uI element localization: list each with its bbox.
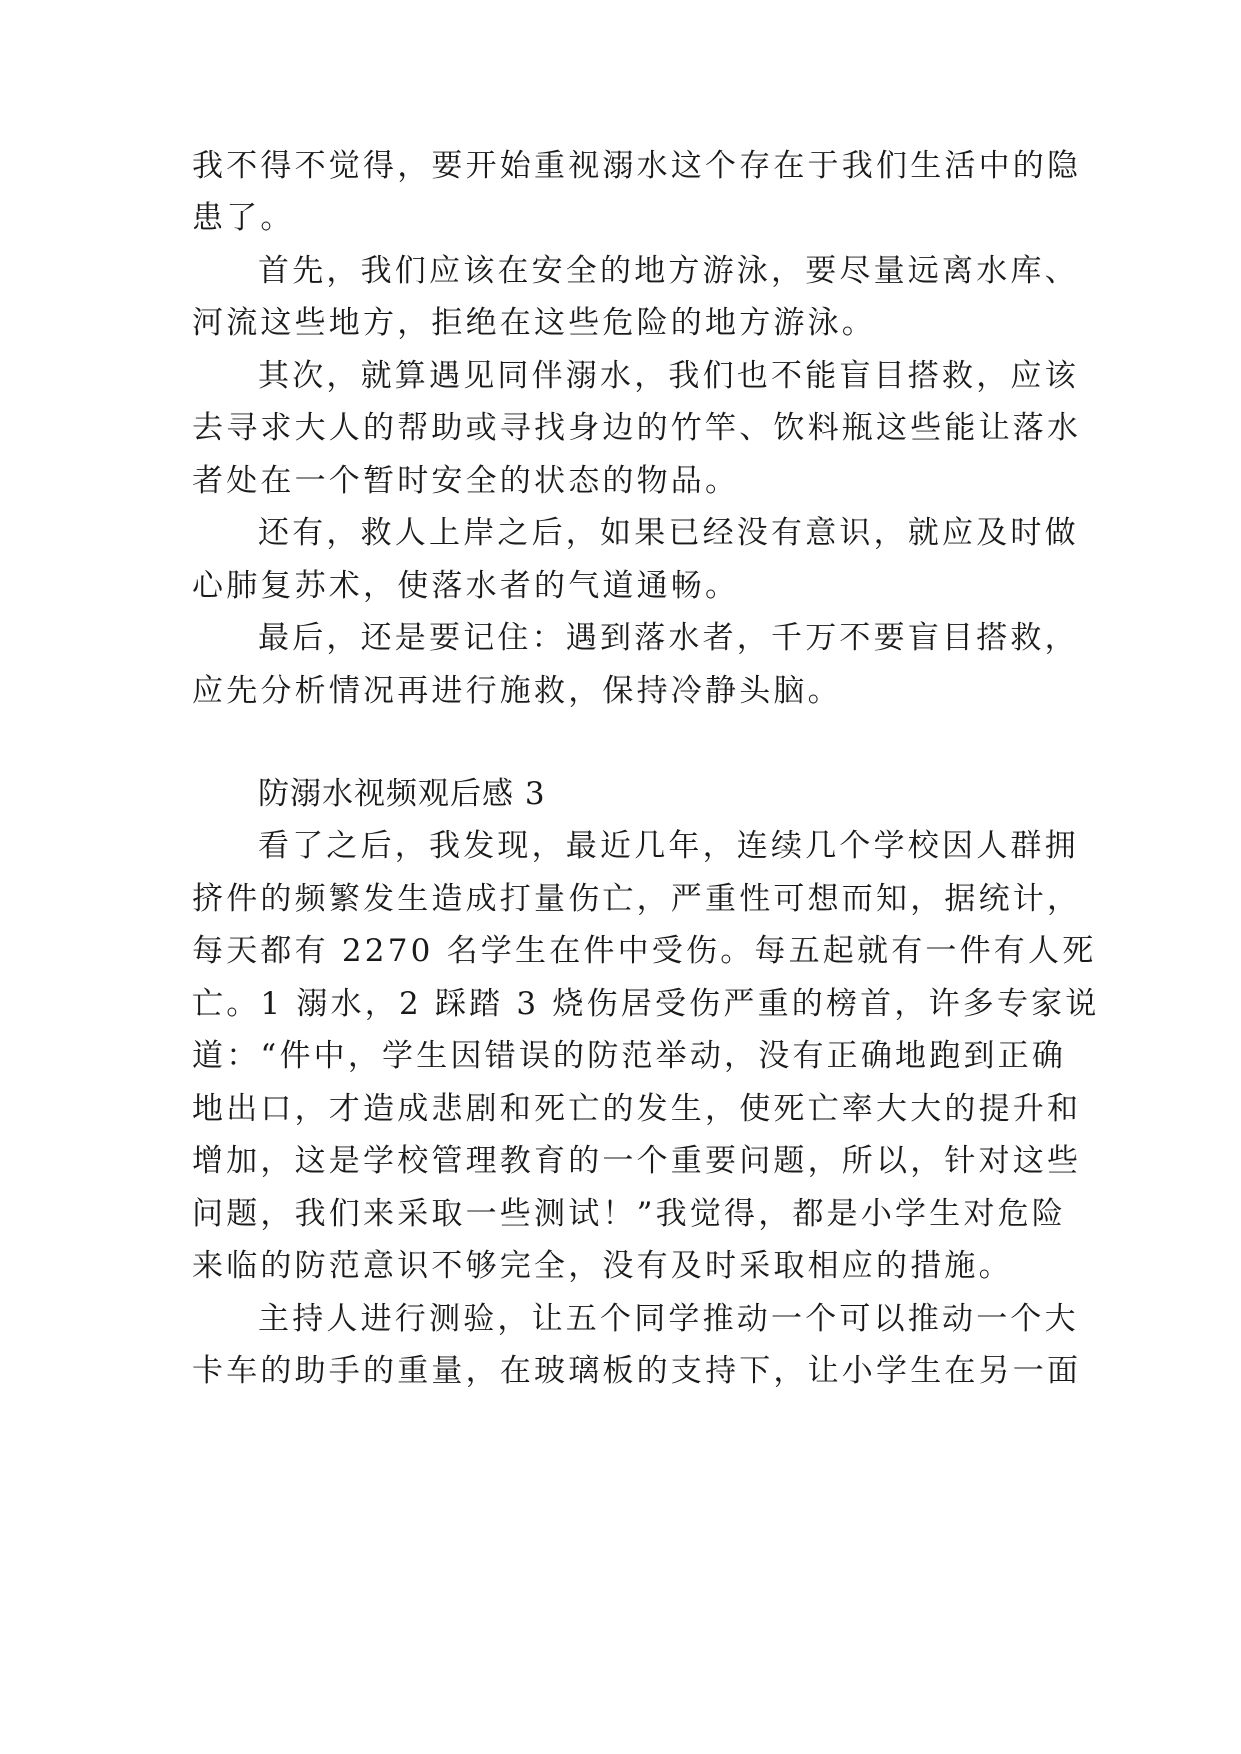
- text-line: 首先，我们应该在安全的地方游泳，要尽量远离水库、: [258, 253, 1079, 289]
- text-line: 每天都有 2270 名学生在件中受伤。每五起就有一件有人死: [192, 933, 1097, 969]
- text-line: 还有，救人上岸之后，如果已经没有意识，就应及时做: [258, 515, 1079, 551]
- text-line: 问题，我们来采取一些测试！”我觉得，都是小学生对危险: [192, 1196, 1067, 1232]
- text-line: 增加，这是学校管理教育的一个重要问题，所以，针对这些: [192, 1143, 1082, 1179]
- text-line: 挤件的频繁发生造成打量伤亡，严重性可想而知，据统计，: [192, 881, 1082, 917]
- text-line: 河流这些地方，拒绝在这些危险的地方游泳。: [192, 305, 876, 341]
- text-line: 应先分析情况再进行施救，保持冷静头脑。: [192, 673, 842, 709]
- text-line: 我不得不觉得，要开始重视溺水这个存在于我们生活中的隐: [192, 148, 1082, 184]
- text-line: 来临的防范意识不够完全，没有及时采取相应的措施。: [192, 1248, 1013, 1284]
- text-line: 看了之后，我发现，最近几年，连续几个学校因人群拥: [258, 828, 1079, 864]
- text-line: 道：“件中，学生因错误的防范举动，没有正确地跑到正确: [192, 1038, 1067, 1074]
- text-line: 其次，就算遇见同伴溺水，我们也不能盲目搭救，应该: [258, 358, 1079, 394]
- text-line: 地出口，才造成悲剧和死亡的发生，使死亡率大大的提升和: [192, 1091, 1082, 1127]
- text-line: 者处在一个暂时安全的状态的物品。: [192, 463, 740, 499]
- text-line: 卡车的助手的重量，在玻璃板的支持下，让小学生在另一面: [192, 1353, 1082, 1389]
- section-title: 防溺水视频观后感 3: [258, 776, 546, 812]
- text-line: 主持人进行测验，让五个同学推动一个可以推动一个大: [258, 1301, 1079, 1337]
- text-line: 心肺复苏术，使落水者的气道通畅。: [192, 568, 740, 604]
- text-line: 亡。1 溺水，2 踩踏 3 烧伤居受伤严重的榜首，许多专家说: [192, 986, 1100, 1022]
- text-line: 去寻求大人的帮助或寻找身边的竹竿、饮料瓶这些能让落水: [192, 410, 1082, 446]
- text-line: 患了。: [192, 200, 295, 236]
- text-line: 最后，还是要记住：遇到落水者，千万不要盲目搭救，: [258, 620, 1079, 656]
